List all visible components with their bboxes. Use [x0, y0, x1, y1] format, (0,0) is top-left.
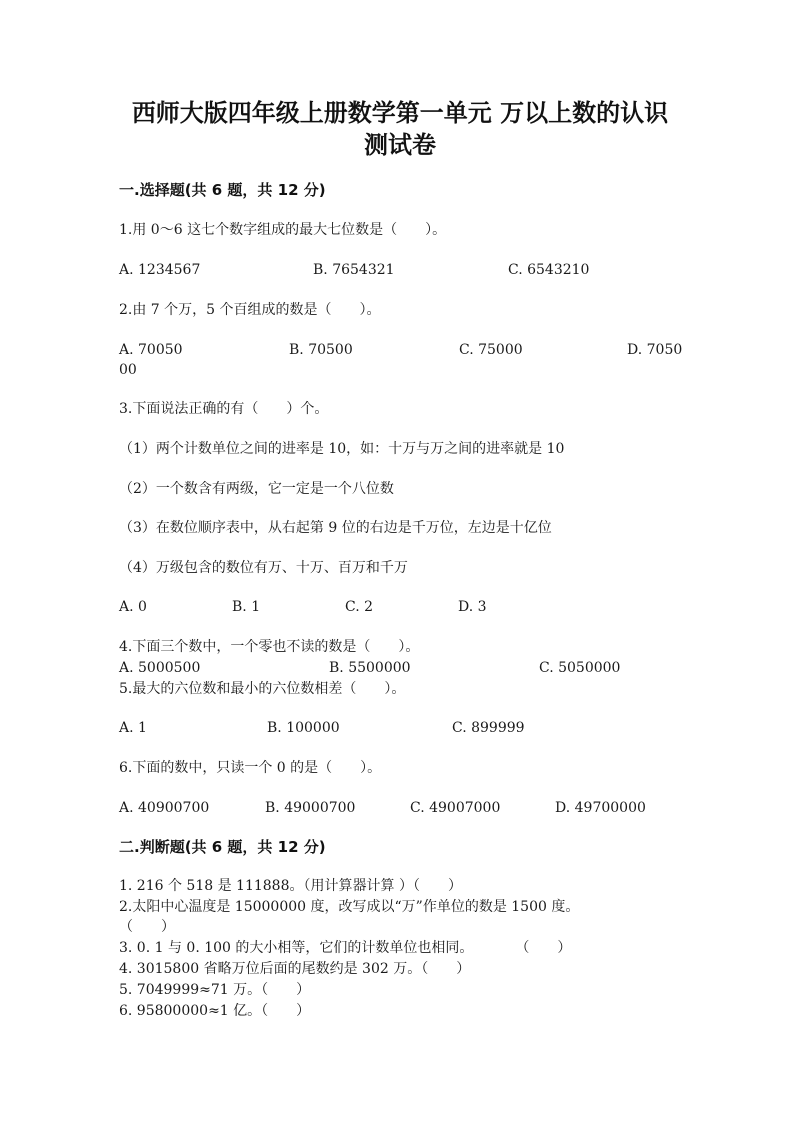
question-1-stem: 1.用 0～6 这七个数字组成的最大七位数是（ ）。 — [119, 222, 447, 238]
question-5-stem: 5.最大的六位数和最小的六位数相差（ ）。 — [119, 681, 406, 697]
q1-option-a: A. 1234567 — [119, 262, 201, 278]
judgment-item-1: 1. 216 个 518 是 111888。（用计算器计算 ）（ ） — [119, 878, 462, 894]
judgment-item-2: 2.太阳中心温度是 15000000 度，改写成以“万”作单位的数是 1500 度。 — [119, 899, 580, 915]
q2-option-d-continued: 00 — [119, 362, 137, 378]
page-title: 西师大版四年级上册数学第一单元 万以上数的认识 — [131, 99, 669, 127]
question-6-stem: 6.下面的数中，只读一个 0 的是（ ）。 — [119, 760, 382, 776]
question-2-stem: 2.由 7 个万，5 个百组成的数是（ ）。 — [119, 302, 381, 318]
q3-option-c: C. 2 — [345, 599, 374, 615]
q2-option-c: C. 75000 — [459, 342, 523, 358]
judgment-item-5: 5. 7049999≈71 万。（ ） — [119, 982, 311, 998]
q3-statement-1: （1）两个计数单位之间的进率是 10，如：十万与万之间的进率就是 10 — [119, 441, 565, 457]
section-heading-choice: 一.选择题(共 6 题，共 12 分) — [119, 181, 326, 199]
q3-option-d: D. 3 — [458, 599, 487, 615]
q3-option-b: B. 1 — [232, 599, 261, 615]
judgment-item-4: 4. 3015800 省略万位后面的尾数约是 302 万。（ ） — [119, 961, 471, 977]
q5-option-c: C. 899999 — [452, 720, 525, 736]
question-3-stem: 3.下面说法正确的有（ ）个。 — [119, 401, 329, 417]
q6-option-a: A. 40900700 — [119, 800, 210, 816]
question-4-stem: 4.下面三个数中，一个零也不读的数是（ ）。 — [119, 639, 420, 655]
q3-statement-3: （3）在数位顺序表中，从右起第 9 位的右边是千万位，左边是十亿位 — [119, 520, 552, 536]
q1-option-c: C. 6543210 — [508, 262, 590, 278]
q5-option-b: B. 100000 — [267, 720, 340, 736]
q5-option-a: A. 1 — [119, 720, 147, 736]
q3-statement-2: （2）一个数含有两级，它一定是一个八位数 — [119, 481, 394, 497]
q6-option-c: C. 49007000 — [410, 800, 501, 816]
q3-statement-4: （4）万级包含的数位有万、十万、百万和千万 — [119, 560, 408, 576]
section-heading-judgment: 二.判断题(共 6 题，共 12 分) — [119, 838, 326, 856]
q2-option-b: B. 70500 — [289, 342, 353, 358]
q6-option-d: D. 49700000 — [555, 800, 646, 816]
q3-option-a: A. 0 — [119, 599, 147, 615]
q4-option-b: B. 5500000 — [329, 660, 411, 676]
judgment-item-2-bracket: （ ） — [119, 919, 175, 935]
q6-option-b: B. 49000700 — [265, 800, 356, 816]
q2-option-a: A. 70050 — [119, 342, 183, 358]
judgment-item-3: 3. 0. 1 与 0. 100 的大小相等，它们的计数单位也相同。 （ ） — [119, 940, 572, 956]
q2-option-d: D. 7050 — [627, 342, 683, 358]
page-title-line2: 测试卷 — [364, 131, 436, 159]
q1-option-b: B. 7654321 — [313, 262, 395, 278]
judgment-item-6: 6. 95800000≈1 亿。（ ） — [119, 1003, 311, 1019]
q4-option-a: A. 5000500 — [119, 660, 201, 676]
q4-option-c: C. 5050000 — [539, 660, 621, 676]
